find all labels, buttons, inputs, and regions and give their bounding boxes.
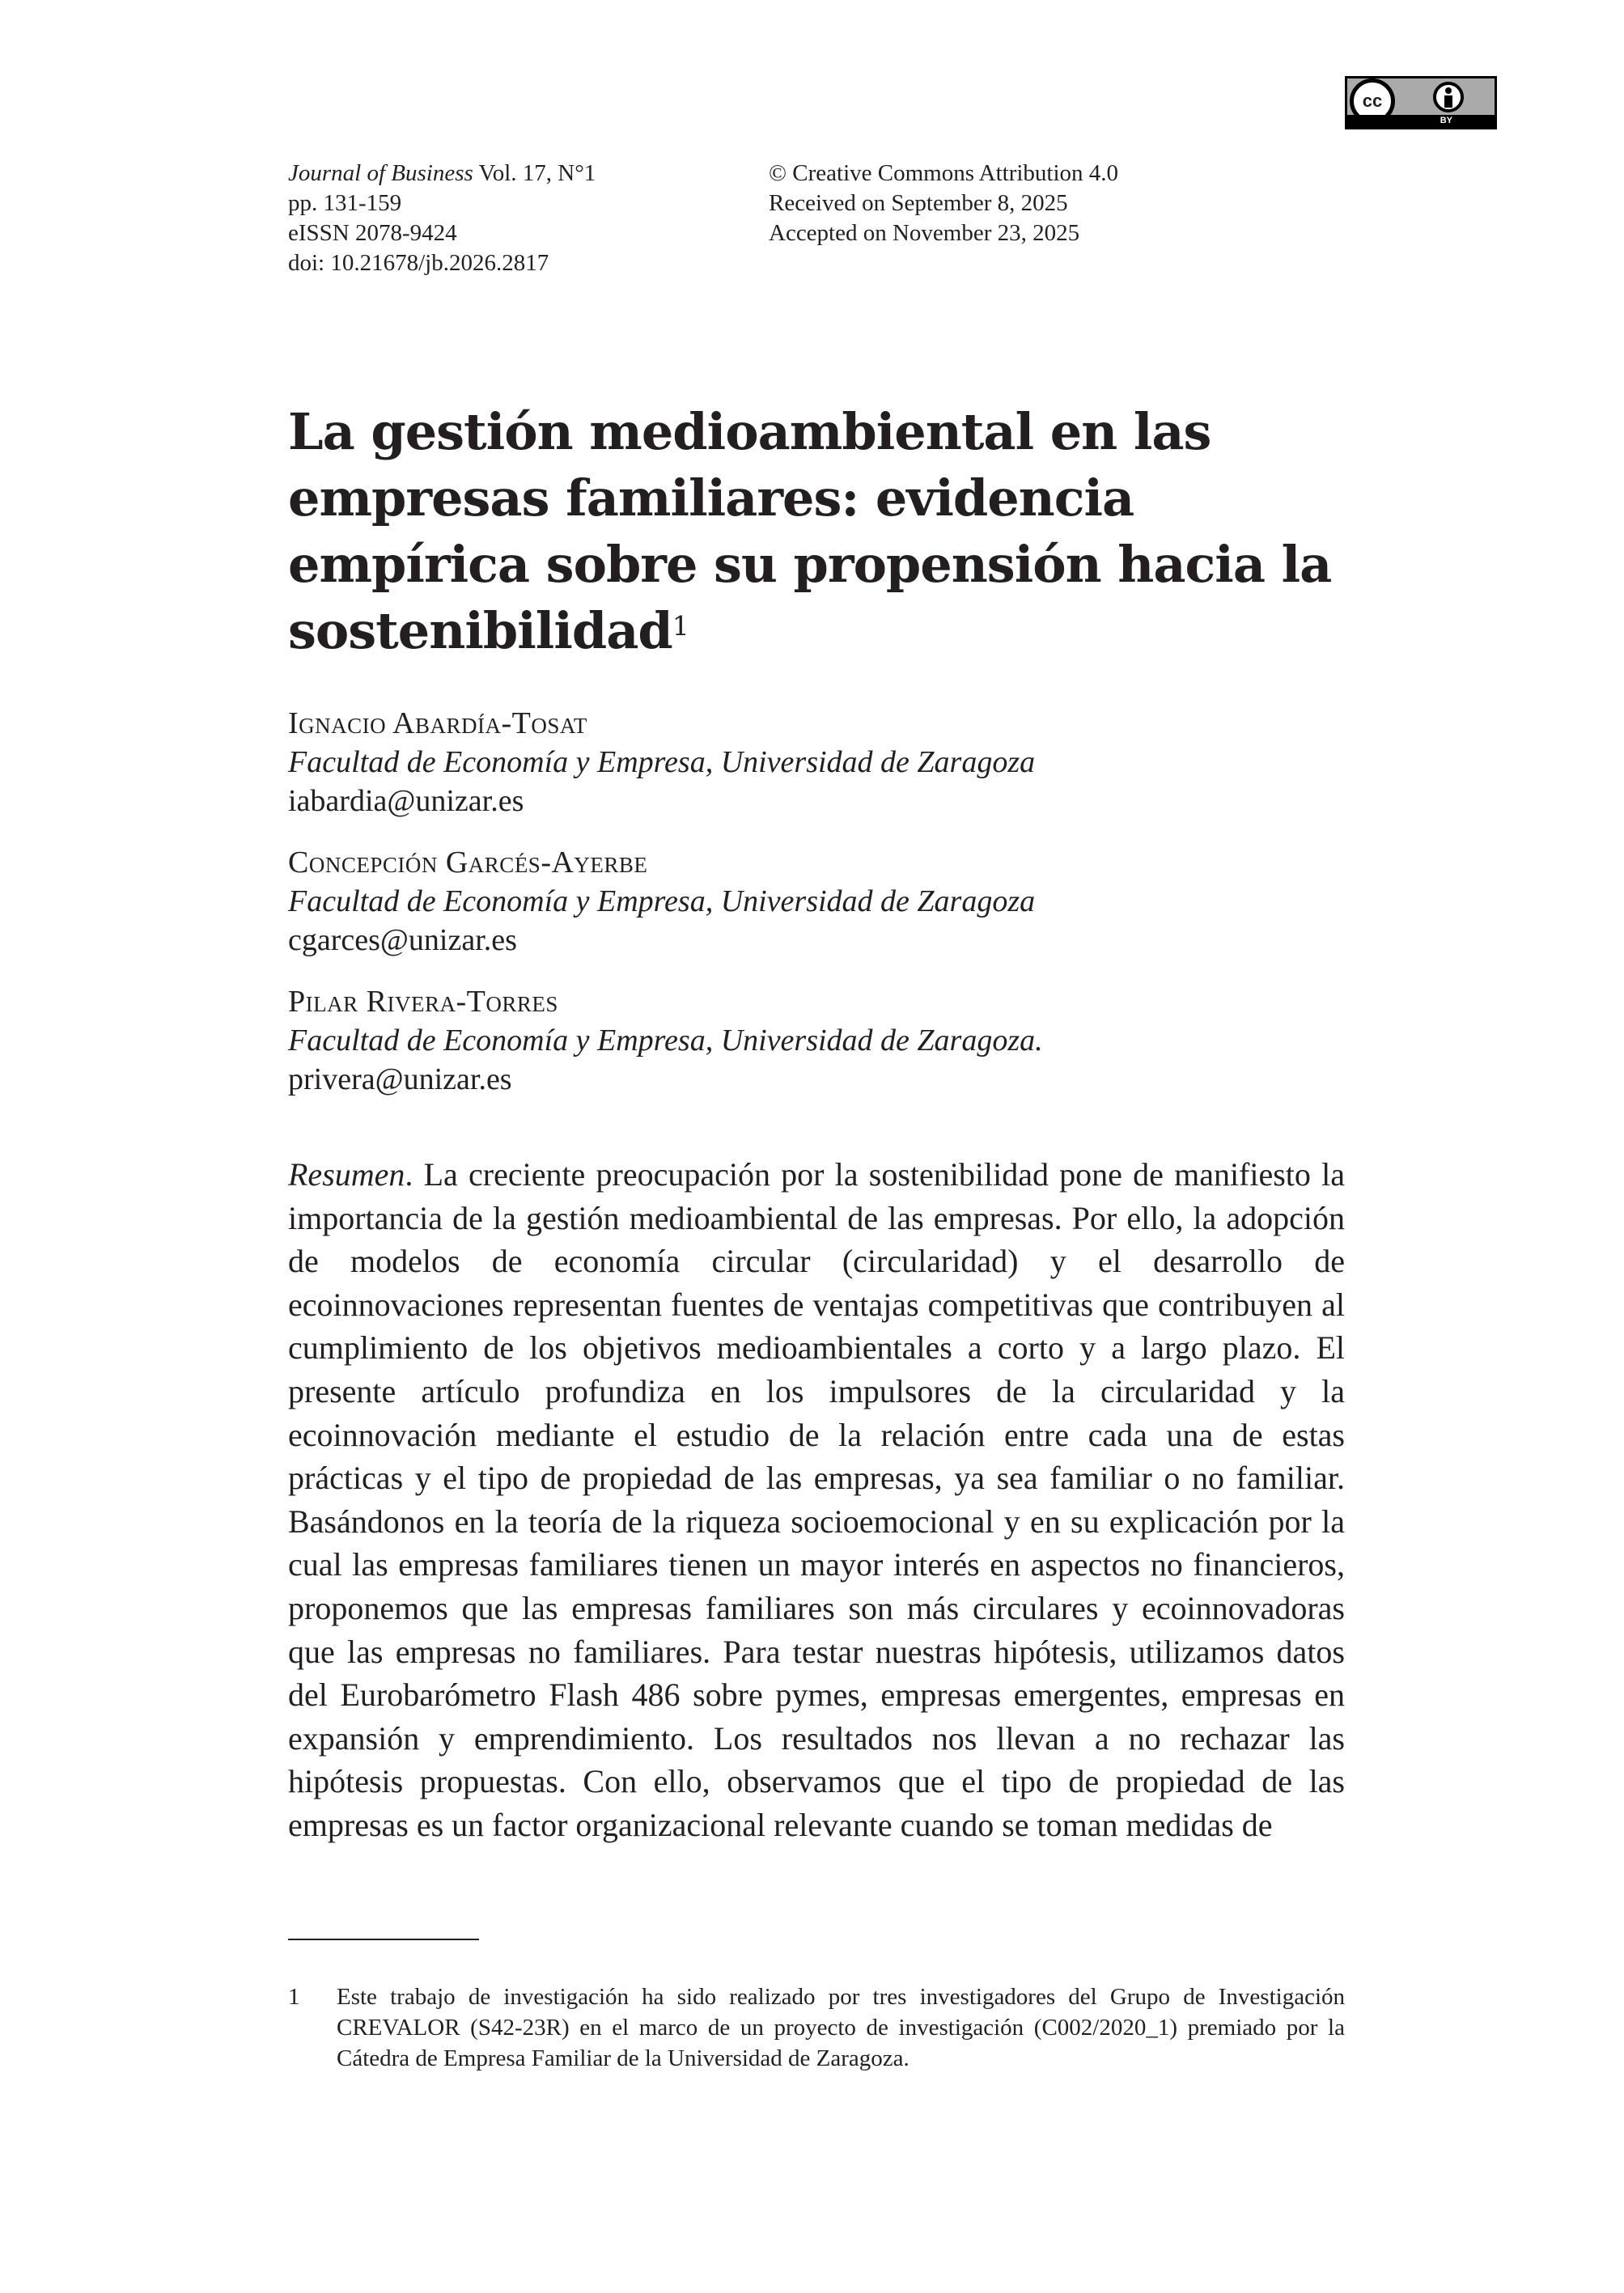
cc-by-license-badge bbox=[1345, 76, 1497, 129]
abstract-label: Resumen bbox=[288, 1156, 405, 1193]
author-block bbox=[288, 704, 1043, 820]
doi: doi: 10.21678/jb.2026.2817 bbox=[288, 250, 549, 276]
title-footnote-mark: 1 bbox=[672, 610, 689, 642]
author-name: Pilar Rivera-Torres bbox=[288, 985, 558, 1019]
article-title-text: La gestión medioambiental en las empresas familiares: evidencia empírica sobre su propensión hacia la sostenibilidad bbox=[288, 402, 1332, 660]
author-email[interactable]: cgarces@unizar.es bbox=[288, 923, 517, 957]
eissn: eISSN 2078-9424 bbox=[288, 220, 457, 246]
license-statement: © Creative Commons Attribution 4.0 bbox=[769, 160, 1119, 186]
footnote-number: 1 bbox=[288, 1984, 300, 2010]
journal-volume-line bbox=[288, 159, 596, 189]
author-name: Concepción Garcés-Ayerbe bbox=[288, 846, 648, 879]
article-title bbox=[288, 399, 1356, 664]
author-email[interactable]: iabardia@unizar.es bbox=[288, 784, 524, 818]
badge-bar bbox=[1347, 115, 1495, 127]
footnote bbox=[288, 1981, 1345, 2074]
cc-icon: cc bbox=[1350, 78, 1395, 124]
author-affiliation: Facultad de Economía y Empresa, Universidad de Zaragoza bbox=[288, 884, 1036, 918]
attribution-person-icon bbox=[1433, 82, 1464, 112]
journal-volume: Vol. 17, N°1 bbox=[473, 160, 596, 186]
author-list bbox=[288, 704, 1043, 1121]
author-block bbox=[288, 982, 1043, 1099]
author-affiliation: Facultad de Economía y Empresa, Universidad de Zaragoza. bbox=[288, 1024, 1043, 1057]
journal-metadata bbox=[288, 159, 596, 278]
author-affiliation: Facultad de Economía y Empresa, Universidad de Zaragoza bbox=[288, 745, 1036, 779]
publication-dates bbox=[769, 159, 1118, 248]
page-range: pp. 131-159 bbox=[288, 190, 402, 216]
author-block bbox=[288, 843, 1043, 960]
accepted-date: Accepted on November 23, 2025 bbox=[769, 220, 1080, 246]
received-date: Received on September 8, 2025 bbox=[769, 190, 1068, 216]
abstract-text: . La creciente preocupación por la sostenibilidad pone de manifiesto la importancia de la gestión medioambiental de las empresas. Por ello, la adopción de modelos de economía circular (circularidad) y el desarrollo de ecoinnovaciones representan fuentes de ventajas competitivas que contribuyen al cumplimiento de los objetivos medioambientales a corto y a largo plazo. El presente artículo profundiza en los impulsores de la circularidad y la ecoinnovación mediante el estudio de la relación entre cada una de estas prácticas y el tipo de propiedad de las empresas, ya sea familiar o no familiar. Basándonos en la teoría de la riqueza socioemocional y en su explicación por la cual las empresas familiares tienen un mayor interés en aspectos no financieros, proponemos que las empresas familiares son más circulares y ecoinnovadoras que las empresas no familiares. Para testar nuestras hipótesis, utilizamos datos del Eurobarómetro Flash 486 sobre pymes, empresas emergentes, empresas en expansión y emprendimiento. Los resultados nos llevan a no rechazar las hipótesis propuestas. Con ello, observamos que el tipo de propiedad de las empresas es un factor organizacional relevante cuando se toman medidas de bbox=[288, 1156, 1345, 1843]
author-name: Ignacio Abardía-Tosat bbox=[288, 706, 587, 740]
footnote-divider bbox=[288, 1939, 479, 1940]
abstract bbox=[288, 1153, 1345, 1847]
author-email[interactable]: privera@unizar.es bbox=[288, 1062, 512, 1096]
journal-name: Journal of Business bbox=[288, 160, 473, 186]
by-label: BY bbox=[1440, 116, 1452, 125]
footnote-text: Este trabajo de investigación ha sido realizado por tres investigadores del Grupo de Investigación CREVALOR (S42-23R) en el marco de un proyecto de investigación (C002/2020_1) premiado por la Cátedra de Empresa Familiar de la Universidad de Zaragoza. bbox=[337, 1984, 1345, 2071]
